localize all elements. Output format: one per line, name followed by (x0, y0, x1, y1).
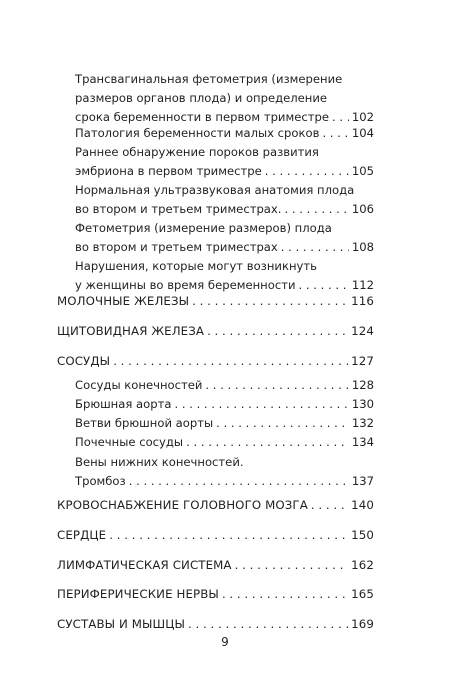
toc-section (57, 585, 374, 604)
toc-entry-title-line: СУСТАВЫ И МЫШЦЫ (57, 617, 186, 631)
toc-subsection (75, 395, 374, 414)
toc-entry-row (75, 238, 374, 257)
toc-page-number: 162 (351, 558, 374, 572)
toc-entry-row (57, 585, 374, 604)
toc-subsection (75, 376, 374, 395)
toc-entry-row (57, 292, 374, 311)
toc-entry-row (75, 433, 374, 452)
toc-page-number: 150 (351, 528, 374, 542)
dot-leader (322, 124, 348, 143)
toc-entry-title-line: МОЛОЧНЫЕ ЖЕЛЕЗЫ (57, 294, 190, 308)
toc-subsection (75, 219, 374, 257)
toc-page-number: 137 (351, 474, 374, 488)
dot-leader (311, 496, 348, 515)
toc-entry-title-line: СОСУДЫ (57, 354, 111, 368)
dot-leader (129, 472, 349, 491)
dot-leader (222, 585, 348, 604)
toc-entry-title-line: у женщины во время беременности (75, 278, 296, 292)
toc-subsection (75, 414, 374, 433)
toc-section (57, 292, 374, 311)
toc-entry-title-line: Трансвагинальная фетометрия (измерение (75, 72, 343, 86)
dot-leader (188, 615, 348, 634)
toc-entry-row (57, 352, 374, 371)
toc-entry-title-line: КРОВОСНАБЖЕНИЕ ГОЛОВНОГО МОЗГА (57, 498, 308, 512)
toc-page-number: 104 (351, 126, 374, 140)
dot-leader (216, 414, 349, 433)
toc-subsection (75, 433, 374, 452)
toc-entry-title-line: Брюшная аорта (75, 397, 172, 411)
dot-leader (281, 238, 349, 257)
toc-entry-row (75, 395, 374, 414)
toc-subsection (75, 453, 374, 491)
toc-page-number: 124 (351, 324, 374, 338)
toc-page-number: 140 (351, 498, 374, 512)
toc-section (57, 615, 374, 634)
toc-entry-title-line: во втором и третьем триместрах (75, 240, 278, 254)
toc-page-number: 132 (351, 416, 374, 430)
toc-entry-row (57, 526, 374, 545)
toc-page-number: 116 (351, 294, 374, 308)
toc-page-number: 102 (351, 110, 374, 124)
toc-entry-title-line: Раннее обнаружение пороков развития (75, 145, 319, 159)
dot-leader (109, 526, 348, 545)
toc-page-number: 127 (351, 354, 374, 368)
toc-entry-title-line: Фетометрия (измерение размеров) плода (75, 221, 332, 235)
toc-entry-title-line: ЩИТОВИДНАЯ ЖЕЛЕЗА (57, 324, 205, 338)
toc-entry-title-line: срока беременности в первом триместре (75, 110, 329, 124)
toc-entry-row (57, 615, 374, 634)
toc-entry-title-line: Почечные сосуды (75, 435, 184, 449)
toc-entry-row (75, 472, 374, 491)
toc-subsection (75, 70, 374, 127)
dot-leader (205, 376, 348, 395)
toc-page-number: 128 (351, 378, 374, 392)
toc-entry-title-line: Ветви брюшной аорты (75, 416, 214, 430)
toc-subsection (75, 181, 374, 219)
page-number: 9 (221, 635, 229, 649)
toc-subsection (75, 124, 374, 143)
toc-entry-title-line: ПЕРИФЕРИЧЕСКИЕ НЕРВЫ (57, 587, 219, 601)
toc-entry-row (57, 322, 374, 341)
toc-entry-row (75, 376, 374, 395)
toc-section (57, 526, 374, 545)
toc-entry-title-line: Нормальная ультразвуковая анатомия плода (75, 183, 355, 197)
toc-page-number: 106 (351, 202, 374, 216)
dot-leader (284, 200, 348, 219)
toc-subsection (75, 257, 374, 295)
toc-entry-title-line: размеров органов плода) и определение (75, 91, 328, 105)
dot-leader (186, 433, 349, 452)
toc-page-number: 112 (351, 278, 374, 292)
toc-section (57, 352, 374, 371)
dot-leader (174, 395, 348, 414)
dot-leader (192, 292, 348, 311)
toc-subsection (75, 143, 374, 181)
toc-entry-row (57, 556, 374, 575)
toc-page-number: 108 (351, 240, 374, 254)
toc-entry-title-line: во втором и третьем триместрах. (75, 202, 282, 216)
dot-leader (113, 352, 348, 371)
toc-entry-row (75, 124, 374, 143)
toc-entry-title-line: Нарушения, которые могут возникнуть (75, 259, 317, 273)
dot-leader (265, 162, 349, 181)
toc-page-number: 105 (351, 164, 374, 178)
toc-page-number: 165 (351, 587, 374, 601)
toc-entry-title-line: Сосуды конечностей (75, 378, 203, 392)
toc-page-number: 130 (351, 397, 374, 411)
dot-leader (235, 556, 349, 575)
toc-section (57, 556, 374, 575)
toc-page-number: 134 (351, 435, 374, 449)
toc-entry-title-line: эмбриона в первом триместре (75, 164, 262, 178)
toc-section (57, 496, 374, 515)
toc-entry-title-line: ЛИМФАТИЧЕСКАЯ СИСТЕМА (57, 558, 232, 572)
toc-entry-title-line: Патология беременности малых сроков (75, 126, 320, 140)
toc-entry-row (75, 414, 374, 433)
toc-section (57, 322, 374, 341)
toc-entry-row (75, 200, 374, 219)
toc-page-number: 169 (351, 617, 374, 631)
dot-leader (207, 322, 348, 341)
toc-entry-title-line: СЕРДЦЕ (57, 528, 107, 542)
toc-entry-title-line: Тромбоз (75, 474, 126, 488)
toc-entry-row (75, 162, 374, 181)
toc-entry-row (57, 496, 374, 515)
toc-entry-title-line: Вены нижних конечностей. (75, 455, 244, 469)
